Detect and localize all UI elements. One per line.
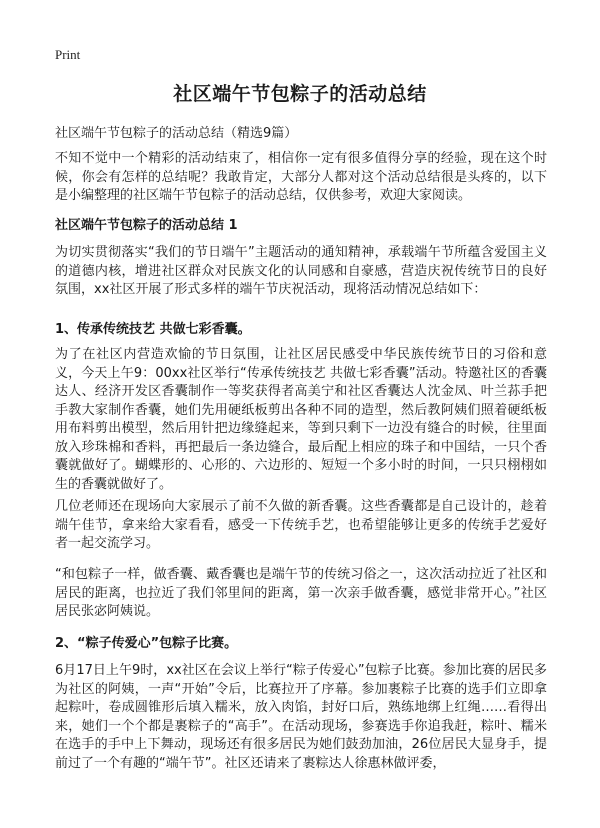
page-title: 社区端午节包粽子的活动总结 bbox=[173, 83, 427, 105]
item2-paragraph: 6月17日上午9时，xx社区在会议上举行“粽子传爱心”包粽子比赛。参加比赛的居民多为社区的阿姨，一声“开始”令后，比赛拉开了序幕。参加裹粽子比赛的选手们立即拿起粽叶，卷成圆锥形后填入糯米，放入肉馅，封好口后，熟练地绑上红绳……看得出来，她们一个个都是裹粽子的“高手”。在活动现场，参赛选手你追我赶，粽叶、糯米在选手的手中上下舞动，现场还有很多居民为她们鼓劲加油，26位居民大显身手，提前过了一个有趣的“端午节”。社区还请来了裹粽达人徐惠林做评委， bbox=[55, 663, 547, 771]
item1-paragraph-3: “和包粽子一样，做香囊、戴香囊也是端午节的传统习俗之一，这次活动拉近了社区和居民的距离，也拉近了我们邻里间的距离，第一次亲手做香囊，感觉非常开心。”社区居民张宓阿姨说。 bbox=[55, 567, 547, 619]
section-paragraph: 为切实贯彻落实“我们的节日端午”主题活动的通知精神，承载端午节所蕴含爱国主义的道德内核，增进社区群众对民族文化的认同感和自豪感，营造庆祝传统节日的良好氛围，xx社区开展了形式多样的端午节庆祝活动，现将活动情况总结如下： bbox=[55, 245, 547, 297]
intro-paragraph: 不知不觉中一个精彩的活动结束了，相信你一定有很多值得分享的经验，现在这个时候，你会有怎样的总结呢？我敢肯定，大部分人都对这个活动总结很是头疼的，以下是小编整理的社区端午节包粽子的活动总结，仅供参考，欢迎大家阅读。 bbox=[55, 151, 547, 203]
section-heading: 社区端午节包粽子的活动总结 1 bbox=[55, 218, 238, 233]
item-heading-2: 2、“粽子传爱心”包粽子比赛。 bbox=[55, 636, 238, 651]
document-subtitle: 社区端午节包粽子的活动总结（精选9篇） bbox=[55, 126, 298, 141]
item-heading-1: 1、传承传统技艺 共做七彩香囊。 bbox=[55, 322, 251, 337]
print-link[interactable]: Print bbox=[55, 47, 81, 62]
item1-paragraph-1: 为了在社区内营造欢愉的节日氛围，让社区居民感受中华民族传统节日的习俗和意义，今天上午9：00xx社区举行“传承传统技艺 共做七彩香囊”活动。特邀社区的香囊达人、经济开发区香囊制作一等奖获得者高美宁和社区香囊达人沈金凤、叶兰荪手把手教大家制作香囊，她们先用硬纸板剪出各种不同的造型，然后教阿姨们照着硬纸板用布料剪出模型，然后用针把边缘缝起来，等到只剩下一边没有缝合的时候，往里面放入珍珠棉和香料，再把最后一条边缝合，最后配上相应的珠子和中国结，一只个香囊就做好了。蝴蝶形的、心形的、六边形的、短短一个多小时的时间，一只只栩栩如生的香囊就做好了。 bbox=[55, 347, 547, 492]
item1-paragraph-2: 几位老师还在现场向大家展示了前不久做的新香囊。这些香囊都是自己设计的，趁着端午佳节，拿来给大家看看，感受一下传统手艺，也希望能够让更多的传统手艺爱好者一起交流学习。 bbox=[55, 499, 547, 551]
